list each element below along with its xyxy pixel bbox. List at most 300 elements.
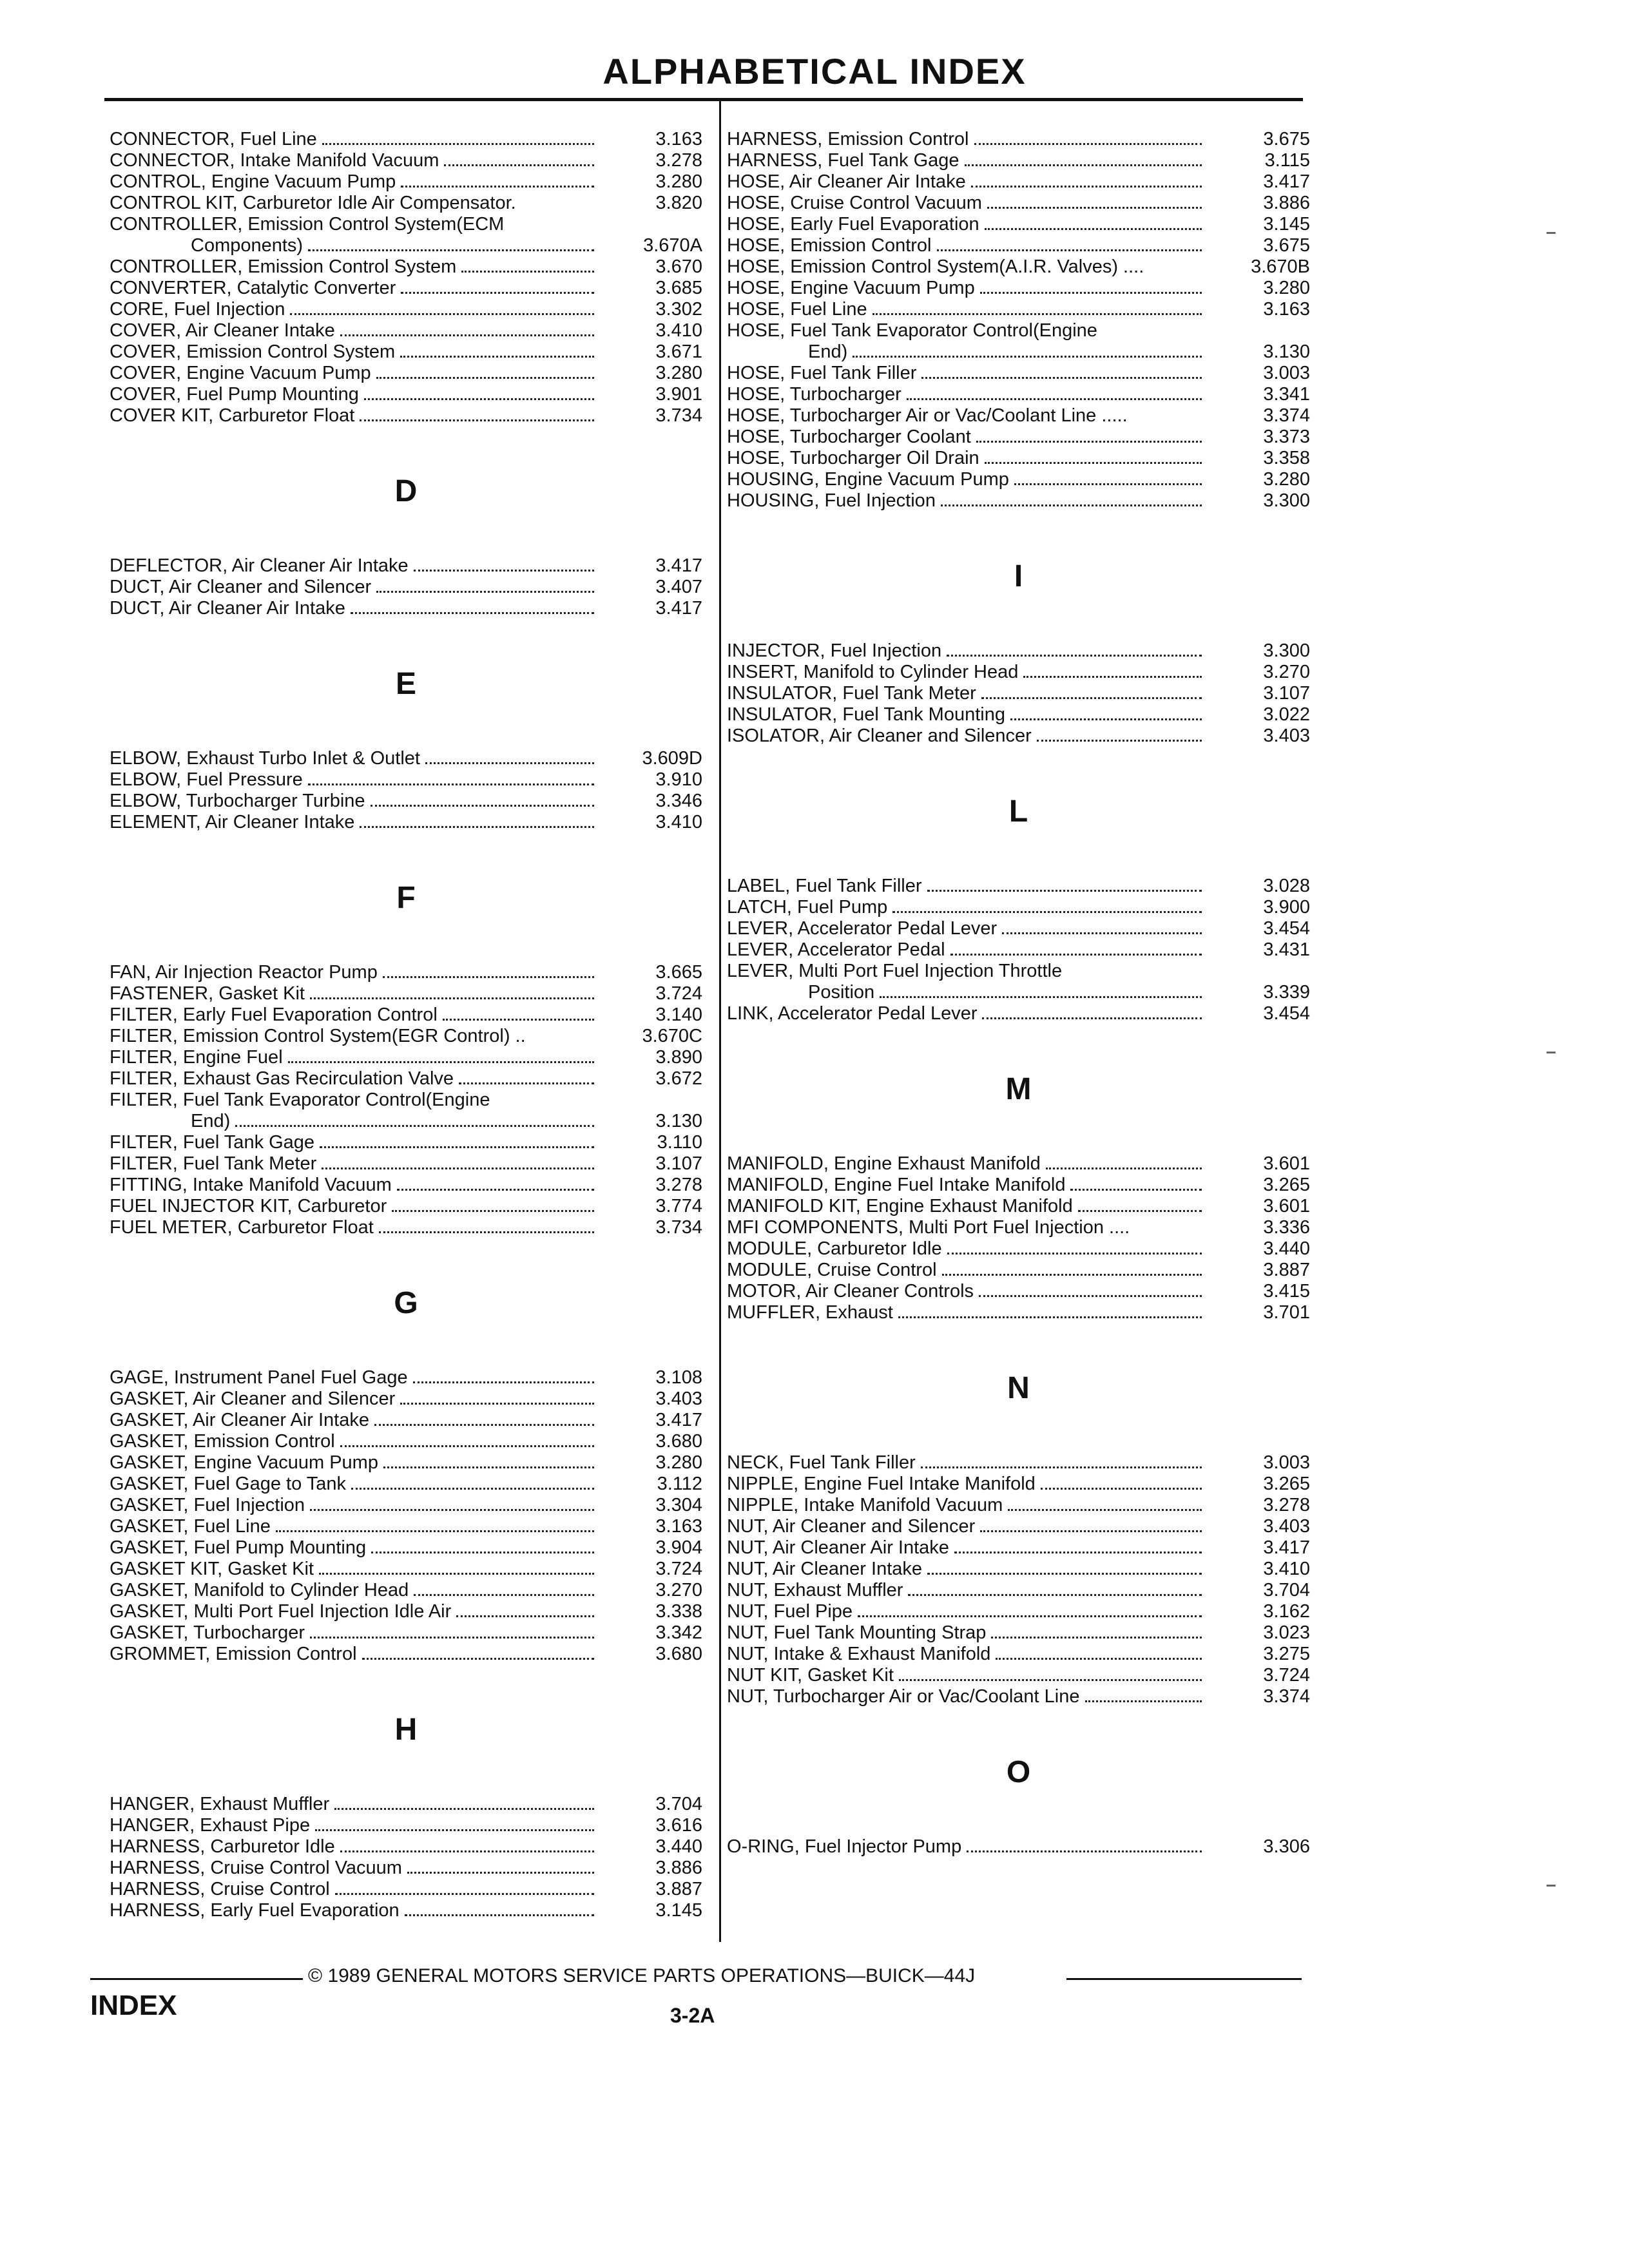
entry-page-reference: 3.300 [1263, 640, 1310, 661]
entry-description: HOSE, Turbocharger [727, 384, 901, 405]
entry-page-reference: 3.417 [655, 598, 702, 619]
entry-page-reference: 3.022 [1263, 704, 1310, 725]
dot-leader [971, 186, 1202, 187]
dot-leader [921, 377, 1202, 379]
entry-page-reference: 3.112 [657, 1474, 702, 1494]
entry-page-reference: 3.270 [1263, 662, 1310, 682]
dot-leader [414, 570, 594, 572]
entry-page-reference: 3.901 [655, 384, 702, 405]
dot-leader [351, 1488, 594, 1490]
index-entry [727, 961, 1310, 982]
dot-leader [308, 249, 594, 251]
dot-leader [290, 313, 594, 315]
entry-page-reference: 3.701 [1263, 1302, 1310, 1323]
index-entry [727, 1175, 1310, 1196]
entry-description: LATCH, Fuel Pump [727, 897, 888, 918]
index-entry [110, 1026, 702, 1047]
dot-leader [927, 1573, 1202, 1575]
entry-description: O-RING, Fuel Injector Pump [727, 1836, 962, 1857]
entry-page-reference: 3.734 [655, 1217, 702, 1238]
entry-list [110, 748, 702, 833]
index-entry [727, 1601, 1310, 1622]
entry-description: HOSE, Turbocharger Oil Drain [727, 448, 979, 468]
entry-description: FILTER, Early Fuel Evaporation Control [110, 1004, 438, 1025]
dot-leader [364, 398, 594, 400]
entry-description: COVER KIT, Carburetor Float [110, 405, 355, 426]
entry-list [110, 962, 702, 1238]
column-divider [719, 98, 721, 1942]
entry-page-reference: 3.887 [655, 1879, 702, 1899]
index-entry [727, 320, 1310, 341]
entry-page-reference: 3.886 [655, 1858, 702, 1878]
entry-description: CONVERTER, Catalytic Converter [110, 278, 396, 298]
index-entry [727, 918, 1310, 939]
dot-leader [954, 1552, 1202, 1553]
entry-page-reference: 3.300 [1263, 490, 1310, 511]
entry-page-reference: 3.417 [655, 555, 702, 576]
entry-page-reference: 3.410 [1263, 1559, 1310, 1579]
entry-description: FILTER, Emission Control System(EGR Control) .. [110, 1026, 526, 1046]
dot-leader [310, 1509, 594, 1511]
entry-description: NUT, Air Cleaner Intake [727, 1559, 923, 1579]
index-entry [727, 1516, 1310, 1537]
entry-page-reference: 3.163 [1263, 299, 1310, 320]
index-entry [727, 469, 1310, 490]
entry-description: LABEL, Fuel Tank Filler [727, 876, 922, 896]
dot-leader [1008, 1509, 1202, 1511]
dot-leader [413, 1381, 594, 1383]
index-entry [727, 704, 1310, 726]
dot-leader [985, 228, 1202, 230]
index-entry [110, 1794, 702, 1815]
entry-description: NUT, Fuel Tank Mounting Strap [727, 1622, 987, 1643]
entry-description: HARNESS, Early Fuel Evaporation [110, 1900, 400, 1921]
index-entry [110, 1047, 702, 1068]
dot-leader [407, 1872, 594, 1874]
entry-page-reference: 3.403 [1263, 726, 1310, 746]
entry-description: HOUSING, Fuel Injection [727, 490, 936, 511]
entry-description: CORE, Fuel Injection [110, 299, 285, 320]
entry-page-reference: 3.110 [657, 1132, 702, 1153]
index-entry [110, 363, 702, 384]
index-entry [110, 235, 702, 256]
dot-leader [947, 655, 1202, 657]
entry-page-reference: 3.270 [655, 1580, 702, 1600]
margin-mark [1547, 1885, 1556, 1887]
entry-description: NUT KIT, Gasket Kit [727, 1665, 894, 1686]
entry-page-reference: 3.454 [1263, 918, 1310, 939]
entry-page-reference: 3.734 [655, 405, 702, 426]
index-entry [110, 1452, 702, 1474]
dot-leader [456, 1615, 594, 1617]
entry-description: FILTER, Engine Fuel [110, 1047, 283, 1068]
dot-leader [1046, 1168, 1202, 1169]
dot-leader [1041, 1488, 1202, 1490]
entry-page-reference: 3.774 [655, 1196, 702, 1216]
entry-description: End) [191, 1111, 231, 1131]
entry-page-reference: 3.280 [1263, 469, 1310, 490]
entry-description: MANIFOLD, Engine Fuel Intake Manifold [727, 1175, 1066, 1195]
section-header-d: D [394, 474, 418, 508]
dot-leader [235, 1125, 594, 1127]
entry-description: FASTENER, Gasket Kit [110, 983, 305, 1004]
entry-description: NUT, Exhaust Muffler [727, 1580, 903, 1600]
entry-page-reference: 3.163 [655, 129, 702, 149]
index-entry [110, 1815, 702, 1836]
entry-description: HOSE, Turbocharger Air or Vac/Coolant Line ..... [727, 405, 1128, 426]
entry-description: HOSE, Engine Vacuum Pump [727, 278, 975, 298]
entry-description: MOTOR, Air Cleaner Controls [727, 1281, 974, 1302]
entry-page-reference: 3.890 [655, 1047, 702, 1068]
entry-page-reference: 3.336 [1263, 1217, 1310, 1238]
dot-leader [379, 1231, 594, 1233]
index-entry [110, 1601, 702, 1622]
entry-page-reference: 3.115 [1264, 150, 1310, 171]
entry-page-reference: 3.670B [1251, 256, 1310, 277]
index-entry [110, 1410, 702, 1431]
entry-description: GASKET, Air Cleaner and Silencer [110, 1389, 396, 1409]
entry-description: FILTER, Exhaust Gas Recirculation Valve [110, 1068, 454, 1089]
dot-leader [308, 783, 594, 785]
index-entry [727, 1260, 1310, 1281]
dot-leader [401, 292, 594, 294]
entry-page-reference: 3.417 [1263, 1537, 1310, 1558]
entry-description: ELBOW, Turbocharger Turbine [110, 791, 365, 811]
entry-description: GASKET, Engine Vacuum Pump [110, 1452, 378, 1473]
entry-description: GASKET, Manifold to Cylinder Head [110, 1580, 409, 1600]
dot-leader [376, 591, 594, 593]
entry-description: FITTING, Intake Manifold Vacuum [110, 1175, 392, 1195]
entry-description: CONTROL, Engine Vacuum Pump [110, 171, 396, 192]
entry-description: CONTROL KIT, Carburetor Idle Air Compensator. [110, 193, 516, 213]
index-entry [110, 962, 702, 983]
dot-leader [942, 1274, 1202, 1276]
entry-page-reference: 3.278 [655, 150, 702, 171]
entry-page-reference: 3.003 [1263, 1452, 1310, 1473]
dot-leader [927, 890, 1202, 892]
index-entry [110, 1474, 702, 1495]
entry-page-reference: 3.140 [655, 1004, 702, 1025]
entry-description: MFI COMPONENTS, Multi Port Fuel Injection .... [727, 1217, 1130, 1238]
index-entry [110, 577, 702, 598]
entry-description: ELBOW, Exhaust Turbo Inlet & Outlet [110, 748, 420, 769]
index-entry [727, 640, 1310, 662]
dot-leader [950, 954, 1202, 956]
index-entry [727, 490, 1310, 512]
page-number: 3-2A [670, 2004, 715, 2027]
index-entry [110, 1132, 702, 1153]
dot-leader [400, 1403, 594, 1405]
entry-description: LEVER, Accelerator Pedal [727, 939, 945, 960]
entry-page-reference: 3.280 [1263, 278, 1310, 298]
entry-page-reference: 3.407 [655, 577, 702, 597]
index-entry [110, 1196, 702, 1217]
entry-description: GASKET, Emission Control [110, 1431, 335, 1452]
entry-page-reference: 3.886 [1263, 193, 1310, 213]
entry-description: GASKET, Fuel Gage to Tank [110, 1474, 346, 1494]
entry-description: NUT, Turbocharger Air or Vac/Coolant Line [727, 1686, 1080, 1707]
index-entry [110, 555, 702, 577]
index-entry [727, 1153, 1310, 1175]
entry-description: DEFLECTOR, Air Cleaner Air Intake [110, 555, 409, 576]
dot-leader [374, 1424, 594, 1426]
entry-description: End) [808, 341, 848, 362]
page-title: ALPHABETICAL INDEX [602, 51, 1027, 91]
index-entry [110, 791, 702, 812]
dot-leader [1023, 676, 1202, 678]
dot-leader [1037, 740, 1202, 742]
index-entry [110, 1068, 702, 1090]
entry-page-reference: 3.609D [642, 748, 702, 769]
entry-description: HOSE, Air Cleaner Air Intake [727, 171, 966, 192]
entry-description: ELBOW, Fuel Pressure [110, 769, 303, 790]
entry-page-reference: 3.145 [1263, 214, 1310, 235]
dot-leader [340, 1850, 594, 1852]
entry-page-reference: 3.454 [1263, 1003, 1310, 1024]
dot-leader [1070, 1189, 1202, 1191]
index-entry [110, 1559, 702, 1580]
index-entry [727, 299, 1310, 320]
dot-leader [967, 1850, 1202, 1852]
dot-leader [376, 377, 594, 379]
index-entry [110, 129, 702, 150]
section-header-l: L [1008, 794, 1028, 829]
entry-description: INSERT, Manifold to Cylinder Head [727, 662, 1019, 682]
left-column [110, 129, 702, 1921]
entry-description: MANIFOLD KIT, Engine Exhaust Manifold [727, 1196, 1073, 1216]
entry-description: HANGER, Exhaust Muffler [110, 1794, 330, 1814]
index-entry [727, 384, 1310, 405]
dot-leader [892, 911, 1202, 913]
dot-leader [397, 1189, 594, 1191]
entry-page-reference: 3.675 [1263, 235, 1310, 256]
index-entry [110, 1537, 702, 1559]
entry-description: NUT, Air Cleaner and Silencer [727, 1516, 976, 1537]
index-entry [727, 1003, 1310, 1024]
entry-description: FILTER, Fuel Tank Evaporator Control(Engine [110, 1090, 490, 1110]
index-entry [727, 939, 1310, 961]
entry-description: GAGE, Instrument Panel Fuel Gage [110, 1367, 408, 1388]
entry-description: DUCT, Air Cleaner Air Intake [110, 598, 345, 619]
entry-description: Components) [191, 235, 304, 256]
entry-list [727, 876, 1310, 1024]
entry-description: COVER, Emission Control System [110, 341, 396, 362]
index-entry [727, 1217, 1310, 1238]
entry-page-reference: 3.440 [655, 1836, 702, 1857]
dot-leader [319, 1573, 594, 1575]
entry-page-reference: 3.023 [1263, 1622, 1310, 1643]
entry-page-reference: 3.107 [655, 1153, 702, 1174]
index-entry [727, 1836, 1310, 1858]
section-header-m: M [1005, 1072, 1032, 1106]
section-header-n: N [1007, 1370, 1030, 1405]
entry-page-reference: 3.724 [655, 1559, 702, 1579]
index-entry [110, 405, 702, 427]
entry-page-reference: 3.616 [655, 1815, 702, 1836]
dot-leader [320, 1146, 594, 1148]
entry-page-reference: 3.685 [655, 278, 702, 298]
entry-page-reference: 3.275 [1263, 1644, 1310, 1664]
dot-leader [288, 1061, 594, 1063]
dot-leader [322, 1168, 594, 1169]
entry-description: GASKET, Fuel Injection [110, 1495, 305, 1515]
entry-page-reference: 3.373 [1263, 427, 1310, 447]
entry-page-reference: 3.346 [655, 791, 702, 811]
dot-leader [979, 1295, 1202, 1297]
entry-list [727, 640, 1310, 747]
entry-description: LEVER, Multi Port Fuel Injection Throttle [727, 961, 1063, 981]
entry-description: FUEL METER, Carburetor Float [110, 1217, 374, 1238]
entry-page-reference: 3.265 [1263, 1474, 1310, 1494]
entry-description: HOUSING, Engine Vacuum Pump [727, 469, 1009, 490]
dot-leader [461, 271, 594, 273]
entry-page-reference: 3.341 [1263, 384, 1310, 405]
right-column [727, 129, 1310, 1858]
index-entry [727, 1644, 1310, 1665]
margin-mark [1547, 1052, 1556, 1053]
index-entry [727, 256, 1310, 278]
index-entry [110, 1389, 702, 1410]
index-entry [110, 1175, 702, 1196]
dot-leader [1010, 718, 1202, 720]
dot-leader [401, 186, 594, 187]
index-entry [110, 1431, 702, 1452]
entry-page-reference: 3.704 [1263, 1580, 1310, 1600]
index-entry [727, 876, 1310, 897]
index-entry [727, 1474, 1310, 1495]
dot-leader [310, 1637, 594, 1639]
entry-description: HARNESS, Cruise Control Vacuum [110, 1858, 402, 1878]
entry-page-reference: 3.900 [1263, 897, 1310, 918]
dot-leader [991, 1637, 1202, 1639]
dot-leader [908, 1594, 1202, 1596]
index-entry [110, 769, 702, 791]
section-header-i: I [1014, 559, 1023, 593]
entry-page-reference: 3.163 [655, 1516, 702, 1537]
entry-description: NIPPLE, Engine Fuel Intake Manifold [727, 1474, 1036, 1494]
entry-description: NECK, Fuel Tank Filler [727, 1452, 916, 1473]
entry-page-reference: 3.724 [1263, 1665, 1310, 1686]
footer-copyright: © 1989 GENERAL MOTORS SERVICE PARTS OPERATIONS—BUICK—44J [308, 1965, 976, 1986]
index-entry [727, 1559, 1310, 1580]
entry-page-reference: 3.601 [1263, 1153, 1310, 1174]
entry-page-reference: 3.374 [1263, 405, 1310, 426]
footer-rule-right [1066, 1978, 1302, 1980]
index-entry [727, 427, 1310, 448]
entry-description: FAN, Air Injection Reactor Pump [110, 962, 378, 983]
entry-description: INJECTOR, Fuel Injection [727, 640, 942, 661]
index-entry [110, 384, 702, 405]
index-entry [110, 1090, 702, 1111]
index-entry [727, 1665, 1310, 1686]
index-entry [727, 1622, 1310, 1644]
dot-leader [982, 1017, 1202, 1019]
entry-page-reference: 3.374 [1263, 1686, 1310, 1707]
entry-description: GASKET, Fuel Pump Mounting [110, 1537, 367, 1558]
dot-leader [315, 1829, 594, 1831]
entry-list [727, 1836, 1310, 1858]
dot-leader [392, 1210, 594, 1212]
index-entry [110, 1879, 702, 1900]
dot-leader [334, 1808, 594, 1810]
entry-page-reference: 3.403 [655, 1389, 702, 1409]
entry-page-reference: 3.304 [655, 1495, 702, 1515]
index-entry [110, 1580, 702, 1601]
entry-page-reference: 3.003 [1263, 363, 1310, 383]
entry-page-reference: 3.306 [1263, 1836, 1310, 1857]
entry-description: COVER, Air Cleaner Intake [110, 320, 335, 341]
index-entry [110, 1495, 702, 1516]
index-entry [110, 1153, 702, 1175]
entry-page-reference: 3.887 [1263, 1260, 1310, 1280]
entry-page-reference: 3.339 [1263, 982, 1310, 1003]
entry-page-reference: 3.670C [642, 1026, 702, 1046]
entry-description: HOSE, Fuel Tank Filler [727, 363, 917, 383]
dot-leader [335, 1893, 594, 1895]
entry-page-reference: 3.672 [655, 1068, 702, 1089]
dot-leader [1085, 1700, 1202, 1702]
entry-description: GASKET, Multi Port Fuel Injection Idle Air [110, 1601, 452, 1622]
entry-page-reference: 3.280 [655, 171, 702, 192]
index-entry [110, 256, 702, 278]
entry-description: HOSE, Fuel Tank Evaporator Control(Engine [727, 320, 1097, 341]
index-entry [727, 150, 1310, 171]
entry-description: HARNESS, Fuel Tank Gage [727, 150, 959, 171]
entry-description: HOSE, Emission Control System(A.I.R. Valves) .... [727, 256, 1144, 277]
index-entry [727, 1281, 1310, 1302]
dot-leader [981, 697, 1202, 699]
index-entry [727, 1537, 1310, 1559]
entry-description: GASKET KIT, Gasket Kit [110, 1559, 314, 1579]
section-header-e: E [395, 666, 416, 701]
index-entry [110, 278, 702, 299]
entry-list [110, 1794, 702, 1921]
entry-description: MUFFLER, Exhaust [727, 1302, 893, 1323]
index-entry [110, 171, 702, 193]
index-entry [110, 748, 702, 769]
entry-description: NUT, Fuel Pipe [727, 1601, 853, 1622]
entry-page-reference: 3.680 [655, 1644, 702, 1664]
index-entry [727, 363, 1310, 384]
index-entry [110, 341, 702, 363]
dot-leader [340, 1445, 594, 1447]
entry-description: FILTER, Fuel Tank Meter [110, 1153, 317, 1174]
entry-description: CONNECTOR, Intake Manifold Vacuum [110, 150, 439, 171]
entry-page-reference: 3.724 [655, 983, 702, 1004]
entry-page-reference: 3.280 [655, 1452, 702, 1473]
dot-leader [1002, 932, 1202, 934]
entry-page-reference: 3.665 [655, 962, 702, 983]
dot-leader [996, 1658, 1202, 1660]
entry-description: HOSE, Fuel Line [727, 299, 867, 320]
index-entry [110, 1111, 702, 1132]
dot-leader [383, 976, 594, 978]
margin-mark [1547, 232, 1556, 234]
entry-list [727, 1452, 1310, 1707]
dot-leader [371, 1552, 594, 1553]
entry-page-reference: 3.417 [1263, 171, 1310, 192]
dot-leader [443, 1019, 594, 1021]
entry-description: GASKET, Turbocharger [110, 1622, 305, 1643]
dot-leader [898, 1316, 1202, 1318]
index-entry [110, 1004, 702, 1026]
entry-description: MODULE, Cruise Control [727, 1260, 937, 1280]
index-entry [110, 812, 702, 833]
entry-description: HOSE, Turbocharger Coolant [727, 427, 971, 447]
index-entry [727, 1196, 1310, 1217]
index-entry [727, 193, 1310, 214]
entry-description: LINK, Accelerator Pedal Lever [727, 1003, 978, 1024]
